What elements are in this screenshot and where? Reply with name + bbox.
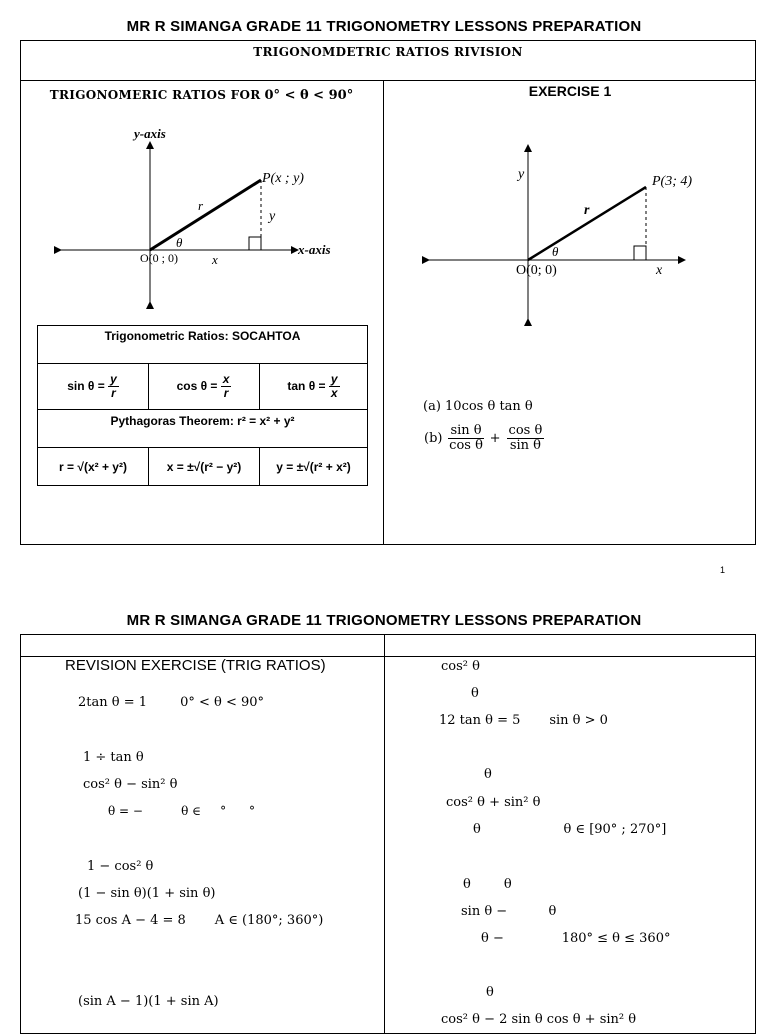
tan-fraction — [329, 373, 340, 400]
ex-point-label: P(3; 4) — [652, 174, 693, 189]
title-divider — [20, 80, 756, 81]
exercise-a: (a) 10cos θ tan θ — [423, 399, 533, 414]
x-formula: x = ±√(r² − y²) — [149, 448, 260, 486]
rev-r-line-2: θ — [471, 686, 479, 701]
section-title: TRIGONOMDETRIC RATIOS RIVISION — [253, 45, 523, 59]
rev-r-line-5: cos² θ + sin² θ — [446, 795, 541, 810]
rev-r-line-1: cos² θ — [441, 659, 480, 674]
right-angle-marker — [249, 237, 261, 250]
rev-r-line-9: θ − 180° ≤ θ ≤ 360° — [481, 931, 671, 946]
left-heading-range: 0° < θ < 90° — [264, 88, 354, 103]
ex-y-label: y — [518, 167, 525, 182]
rev-line-7: 15 cos A − 4 = 8 A ∈ (180°; 360°) — [75, 913, 324, 928]
page2-header: MR R SIMANGA GRADE 11 TRIGONOMETRY LESSONS PREPARATION — [126, 612, 642, 629]
tan-den: x — [330, 386, 338, 400]
exercise-b-label: (b) — [424, 431, 443, 447]
b-f1-den: cos θ — [449, 438, 483, 454]
exercise-b-fraction-1 — [448, 424, 483, 454]
sin-formula: sin θ = — [67, 378, 105, 393]
ratios-table — [37, 325, 368, 486]
rev-r-line-4: θ — [484, 767, 492, 782]
rev-r-line-10: θ — [486, 985, 494, 1000]
rev-line-2: 1 ÷ tan θ — [83, 750, 144, 765]
ex-theta-label: θ — [552, 244, 559, 259]
cos-formula: cos θ = — [176, 378, 218, 393]
origin-label: O(0 ; 0) — [140, 251, 178, 265]
rev-r-line-8: sin θ − θ — [461, 904, 557, 919]
b-f2-den: sin θ — [509, 438, 541, 454]
exercise-b-plus: + — [489, 431, 501, 447]
y-axis-label: y-axis — [134, 126, 166, 141]
r-label: r — [198, 198, 204, 213]
theta-label: θ — [176, 235, 183, 250]
sin-cell — [38, 364, 149, 410]
exercise-diagram — [420, 140, 720, 330]
column-divider — [383, 80, 384, 545]
cartesian-diagram — [40, 120, 360, 315]
rev-line-5: 1 − cos² θ — [87, 859, 154, 874]
radius-line — [150, 180, 261, 250]
revision-heading: REVISION EXERCISE (TRIG RATIOS) — [65, 657, 326, 674]
sin-fraction — [108, 373, 119, 400]
y-formula: y = ±√(r² + x²) — [260, 448, 368, 486]
sin-num: y — [110, 371, 117, 386]
pythagoras-cell: Pythagoras Theorem: r² = x² + y² — [38, 410, 368, 448]
page-number: 1 — [720, 565, 726, 575]
tan-formula: tan θ = — [287, 378, 326, 393]
tan-cell — [260, 364, 368, 410]
table-title: Trigonometric Ratios: SOCAHTOA — [38, 326, 368, 364]
y-label: y — [269, 209, 276, 224]
ex-x-label: x — [656, 263, 663, 278]
cos-den: r — [223, 386, 229, 400]
cos-fraction — [221, 373, 232, 400]
ex-origin-label: O(0; 0) — [516, 263, 557, 278]
rev-line-8: (sin A − 1)(1 + sin A) — [78, 994, 219, 1009]
page-header: MR R SIMANGA GRADE 11 TRIGONOMETRY LESSONS PREPARATION — [126, 18, 642, 35]
ex-radius-line — [528, 187, 646, 260]
rev-r-line-11: cos² θ − 2 sin θ cos θ + sin² θ — [441, 1012, 637, 1027]
sin-den: r — [111, 386, 116, 400]
left-heading-text: TRIGONOMERIC RATIOS FOR — [49, 88, 261, 102]
x-axis-label: x-axis — [298, 242, 331, 257]
exercise-b — [424, 424, 544, 454]
cos-num: x — [222, 371, 230, 386]
cos-cell — [149, 364, 260, 410]
rev-r-line-6: θ θ ∈ [90° ; 270°] — [473, 822, 667, 837]
rev-line-6: (1 − sin θ)(1 + sin θ) — [78, 886, 216, 901]
page2-column-divider — [384, 634, 385, 1034]
rev-r-line-3: 12 tan θ = 5 sin θ > 0 — [439, 713, 608, 728]
point-label: P(x ; y) — [262, 171, 304, 186]
x-label: x — [212, 252, 218, 267]
r-formula: r = √(x² + y²) — [38, 448, 149, 486]
rev-line-4: θ = − θ ∈ ° ° — [108, 804, 255, 818]
rev-r-line-7: θ θ — [463, 877, 512, 892]
b-f1-num: sin θ — [450, 423, 482, 438]
exercise-heading: EXERCISE 1 — [528, 83, 612, 99]
ex-r-label: r — [584, 203, 590, 218]
tan-num: y — [330, 371, 338, 386]
rev-line-3: cos² θ − sin² θ — [83, 777, 178, 792]
rev-line-1: 2tan θ = 1 0° < θ < 90° — [78, 695, 265, 710]
b-f2-num: cos θ — [508, 423, 543, 438]
exercise-b-fraction-2 — [507, 424, 545, 454]
ex-right-angle — [634, 246, 646, 260]
left-heading — [20, 86, 383, 104]
